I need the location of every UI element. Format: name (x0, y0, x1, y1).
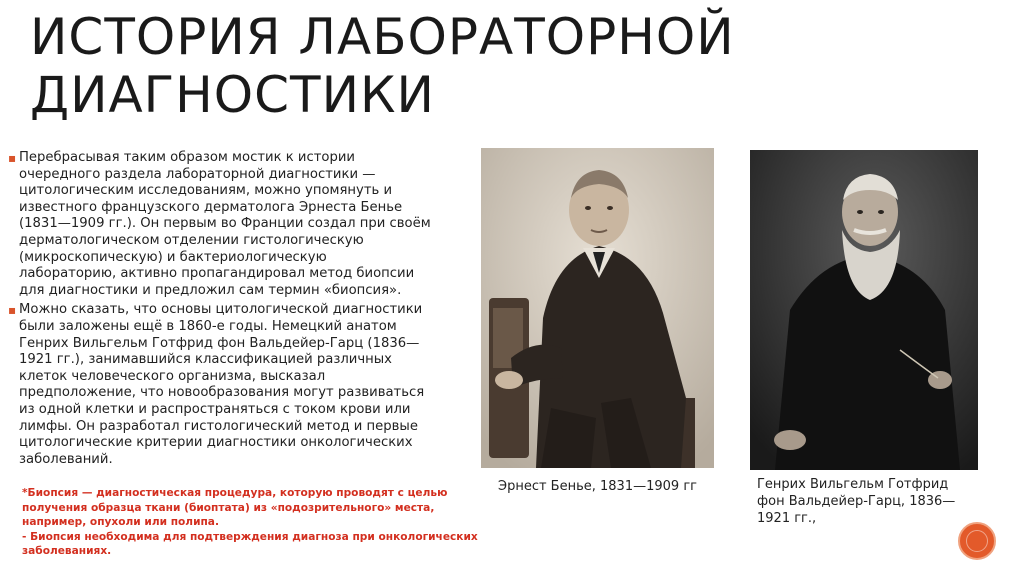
footnote-line: *Биопсия — диагностическая процедура, которую проводят с целью (22, 487, 448, 499)
bullet-line: дерматологическом отделении гистологическую (19, 232, 364, 248)
bullet-line: лимфы. Он разработал гистологический метод и первые (19, 418, 418, 434)
bullet-line: очередного раздела лабораторной диагностики — (19, 166, 376, 182)
bullet-line: для диагностики и предложил сам термин «биопсия». (19, 282, 402, 298)
caption-line: Генрих Вильгельм Готфрид (757, 477, 949, 492)
caption-line: фон Вальдейер-Гарц, 1836— (757, 494, 956, 509)
bullet-line: заболеваний. (19, 451, 113, 467)
bullet-line: цитологическим исследованиям, можно упомянуть и (19, 183, 393, 199)
bullet-line: были заложены ещё в 1860-е годы. Немецкий анатом (19, 318, 397, 334)
bullet-line: Перебрасывая таким образом мостик к истории (19, 150, 355, 165)
bullet-line: лабораторию, активно пропагандировал метод биопсии (19, 266, 415, 282)
footnote-line: получения образца ткани (биоптата) из «подозрительного» места, (22, 501, 435, 514)
bullet-item-beniers (8, 150, 463, 299)
bullet-line: 1921 гг.), занимавшийся классификацией различных (19, 352, 392, 368)
caption-besnier: Эрнест Бенье, 1831—1909 гг (498, 479, 697, 494)
caption-waldeyer (757, 476, 997, 527)
portrait-photo-besnier (481, 148, 714, 468)
caption-line: 1921 гг., (757, 511, 817, 526)
footnote-line: заболеваниях. (22, 545, 112, 557)
bullet-marker-icon: ▪ (8, 303, 17, 318)
portrait-photo-waldeyer (750, 150, 978, 470)
bullet-line: предположение, что новообразования могут развиваться (19, 385, 425, 401)
bullet-line: Можно сказать, что основы цитологической диагностики (19, 302, 423, 318)
bullet-list (8, 150, 463, 471)
slide-title-line-1: ИСТОРИЯ ЛАБОРАТОРНОЙ (30, 8, 735, 66)
bullet-line: (микроскопическую) и бактериологическую (19, 249, 327, 265)
bullet-line: (1831—1909 гг.). Он первым во Франции создал при своём (19, 216, 431, 232)
bullet-marker-icon: ▪ (8, 151, 17, 165)
portrait-besnier-illustration (481, 148, 714, 468)
bullet-item-waldeyer (8, 302, 463, 468)
footnote-line: - Биопсия необходима для подтверждения диагноза при онкологических (22, 530, 478, 543)
bullet-line: клеток человеческого организма, высказал (19, 368, 326, 384)
next-slide-button[interactable] (958, 522, 996, 560)
biopsy-footnote (22, 486, 522, 559)
bullet-line: Генрих Вильгельм Готфрид фон Вальдейер-Гарц (1836— (19, 335, 420, 351)
bullet-line: из одной клетки и распространяться с током крови или (19, 401, 411, 417)
portrait-waldeyer-illustration (750, 150, 978, 470)
slide-title (30, 8, 910, 124)
bullet-line: цитологические критерии диагностики онкологических (19, 435, 413, 451)
footnote-line: например, опухоли или полипа. (22, 516, 219, 528)
bullet-line: известного французского дерматолога Эрнеста Бенье (19, 199, 403, 215)
slide-title-line-2: ДИАГНОСТИКИ (30, 66, 435, 124)
